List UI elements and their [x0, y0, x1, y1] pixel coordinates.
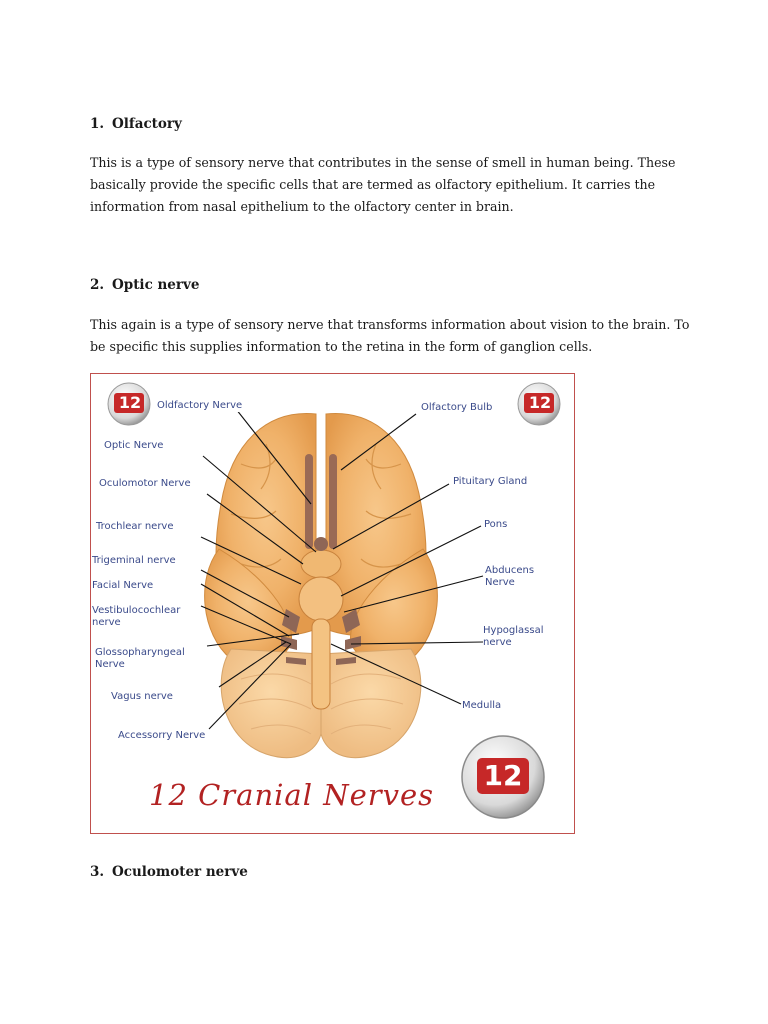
section-2-paragraph: This again is a type of sensory nerve that transforms information about vision to the brain. To be specific this supplies information to the retina in the form of ganglion cells.: [90, 317, 690, 354]
cranial-nerves-figure: [90, 373, 575, 834]
label-vagus-nerve: Vagus nerve: [111, 691, 173, 702]
section-1-number: 1.: [90, 116, 105, 132]
section-2-title: Optic nerve: [112, 277, 200, 293]
badge-top-right-text: 12: [528, 393, 552, 412]
label-oculomotor-nerve: Oculomotor Nerve: [99, 478, 191, 489]
label-accessory-nerve: Accessorry Nerve: [118, 730, 206, 741]
section-1-title: Olfactory: [112, 116, 182, 132]
figure-caption: 12 Cranial Nerves: [149, 778, 435, 812]
section-3-heading: [90, 864, 248, 880]
label-abducens-nerve: Abducens Nerve: [485, 565, 535, 588]
label-medulla: Medulla: [462, 700, 502, 711]
badge-top-left-text: 12: [118, 393, 142, 412]
label-glossopharyngeal-nerve: Glossopharyngeal Nerve: [95, 647, 185, 670]
section-1-heading: [90, 116, 182, 132]
label-facial-nerve: Facial Nerve: [92, 580, 154, 591]
badge-bottom-right-text: 12: [483, 759, 523, 792]
section-2-heading: [90, 277, 199, 293]
section-1-paragraph: This is a type of sensory nerve that contributes in the sense of smell in human being. These basically provide the specific cells that are termed as olfactory epithelium. It carries the information from nasal epithelium to the olfactory center in brain.: [90, 155, 676, 214]
right-cerebellum: [321, 649, 421, 758]
label-olfactory-nerve: Oldfactory Nerve: [157, 400, 243, 411]
label-trigeminal-nerve: Trigeminal nerve: [92, 555, 176, 566]
section-3-number: 3.: [90, 864, 105, 880]
label-optic-nerve: Optic Nerve: [104, 440, 164, 451]
section-3-title: Oculomoter nerve: [112, 864, 248, 880]
section-2-number: 2.: [90, 277, 105, 293]
label-trochlear-nerve: Trochlear nerve: [96, 521, 174, 532]
label-olfactory-bulb: Olfactory Bulb: [421, 402, 493, 413]
label-vestibulocochlear-nerve: Vestibulocochlear nerve: [92, 605, 181, 628]
olfactory-tract-right: [329, 454, 337, 549]
label-pons: Pons: [484, 519, 508, 530]
label-hypoglossal-nerve: Hypoglassal nerve: [483, 625, 544, 648]
label-pituitary-gland: Pituitary Gland: [453, 476, 528, 487]
